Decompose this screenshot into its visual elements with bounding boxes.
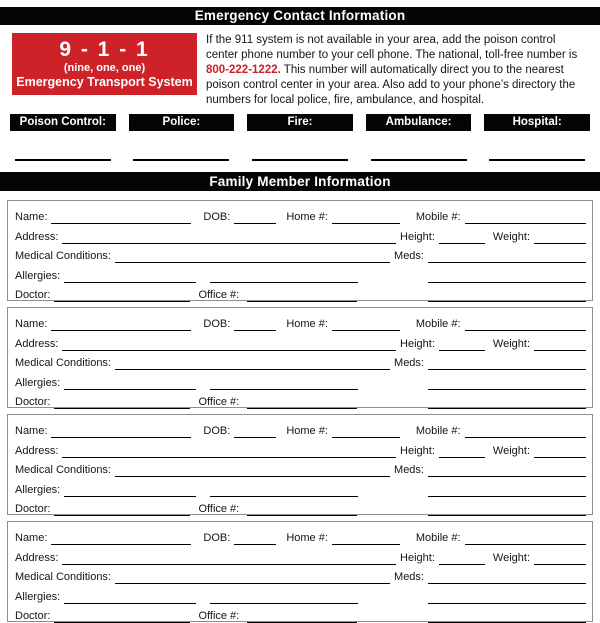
allergies-row	[15, 263, 586, 282]
medical-conditions-line	[115, 369, 390, 370]
doctor-line	[54, 301, 190, 302]
address-line	[62, 564, 396, 565]
weight-line	[534, 457, 586, 458]
medical-conditions-row	[15, 351, 586, 370]
doctor-line	[54, 515, 190, 516]
weight-label: Weight:	[492, 444, 530, 457]
instructions-paragraph	[206, 33, 590, 108]
address-label: Address:	[15, 444, 59, 457]
doctor-label: Doctor:	[15, 502, 51, 515]
family-member-box	[7, 307, 593, 408]
allergies-line	[64, 389, 196, 390]
mobile-phone-label: Mobile #:	[415, 425, 461, 438]
family-member-box	[7, 200, 593, 301]
name-row	[15, 312, 586, 331]
home-phone-label: Home #:	[286, 211, 328, 224]
contact-label-fire: Fire:	[247, 114, 353, 131]
contact-label-police: Police:	[129, 114, 235, 131]
allergies-line	[64, 603, 196, 604]
address-label: Address:	[15, 551, 59, 564]
office-phone-label: Office #:	[198, 395, 240, 408]
name-line	[51, 223, 191, 224]
mobile-phone-line	[465, 223, 586, 224]
doctor-label: Doctor:	[15, 609, 51, 622]
meds-line	[428, 262, 586, 263]
mobile-phone-label: Mobile #:	[415, 211, 461, 224]
meds-line-2	[428, 389, 586, 390]
height-line	[439, 564, 485, 565]
medical-conditions-row	[15, 458, 586, 477]
allergies-label: Allergies:	[15, 269, 61, 282]
name-label: Name:	[15, 318, 48, 331]
contact-line-cell	[484, 159, 590, 161]
meds-line-2	[428, 603, 586, 604]
home-phone-line	[332, 544, 400, 545]
allergies-line	[64, 496, 196, 497]
office-phone-line	[247, 515, 357, 516]
allergies-line	[64, 282, 196, 283]
address-label: Address:	[15, 337, 59, 350]
allergies-row	[15, 370, 586, 389]
police-line	[133, 159, 229, 161]
office-phone-line	[247, 408, 357, 409]
meds-label: Meds:	[394, 357, 424, 370]
office-phone-line	[247, 301, 357, 302]
height-line	[439, 457, 485, 458]
contact-line-cell	[129, 159, 235, 161]
doctor-label: Doctor:	[15, 288, 51, 301]
meds-line-3	[428, 515, 586, 516]
emergency-contact-labels	[10, 114, 590, 131]
medical-conditions-label: Medical Conditions:	[15, 357, 111, 370]
home-phone-label: Home #:	[286, 425, 328, 438]
family-member-box	[7, 414, 593, 515]
allergies-label: Allergies:	[15, 376, 61, 389]
emergency-contact-fill-lines	[10, 159, 590, 161]
doctor-row	[15, 283, 586, 302]
name-line	[51, 437, 191, 438]
allergies-line-2	[210, 389, 358, 390]
fire-line	[252, 159, 348, 161]
home-phone-line	[332, 437, 400, 438]
mobile-phone-line	[465, 330, 586, 331]
emergency-911-number: 9 - 1 - 1	[59, 38, 150, 61]
family-member-list	[7, 200, 593, 622]
home-phone-label: Home #:	[286, 532, 328, 545]
address-line	[62, 243, 396, 244]
height-label: Height:	[400, 230, 435, 243]
medical-conditions-label: Medical Conditions:	[15, 464, 111, 477]
weight-line	[534, 350, 586, 351]
address-row	[15, 438, 586, 457]
contact-label-poison-control: Poison Control:	[10, 114, 116, 131]
allergies-row	[15, 584, 586, 603]
instructions-before: If the 911 system is not available in your area, add the poison control center phone number to your cell phone. The national, toll-free number is	[206, 34, 578, 61]
height-label: Height:	[400, 337, 435, 350]
dob-line	[234, 223, 276, 224]
mobile-phone-line	[465, 544, 586, 545]
weight-line	[534, 564, 586, 565]
doctor-line	[54, 408, 190, 409]
meds-line-2	[428, 282, 586, 283]
poison-control-line	[15, 159, 111, 161]
name-label: Name:	[15, 211, 48, 224]
doctor-label: Doctor:	[15, 395, 51, 408]
instructions-after: This number will automatically direct you to the nearest poison control center in your area. Also add to your phone’s directory the numbers for local police, fire, ambulance, and hospital.	[206, 64, 576, 106]
family-member-box	[7, 521, 593, 622]
office-phone-label: Office #:	[198, 288, 240, 301]
doctor-row	[15, 497, 586, 516]
emergency-911-pronunciation: (nine, one, one)	[63, 62, 146, 74]
dob-label: DOB:	[203, 532, 231, 545]
height-label: Height:	[400, 551, 435, 564]
address-line	[62, 457, 396, 458]
meds-line-2	[428, 496, 586, 497]
meds-line-3	[428, 408, 586, 409]
name-line	[51, 544, 191, 545]
dob-line	[234, 330, 276, 331]
address-line	[62, 350, 396, 351]
allergies-line-2	[210, 496, 358, 497]
address-row	[15, 545, 586, 564]
height-line	[439, 350, 485, 351]
medical-conditions-row	[15, 244, 586, 263]
allergies-line-2	[210, 282, 358, 283]
doctor-row	[15, 390, 586, 409]
medical-conditions-line	[115, 262, 390, 263]
contact-line-cell	[10, 159, 116, 161]
meds-line	[428, 369, 586, 370]
family-section-title: Family Member Information	[0, 172, 600, 191]
allergies-row	[15, 477, 586, 496]
page-title: Emergency Contact Information	[0, 7, 600, 25]
name-line	[51, 330, 191, 331]
mobile-phone-label: Mobile #:	[415, 318, 461, 331]
meds-line-3	[428, 301, 586, 302]
meds-label: Meds:	[394, 464, 424, 477]
home-phone-line	[332, 223, 400, 224]
height-label: Height:	[400, 444, 435, 457]
weight-label: Weight:	[492, 337, 530, 350]
mobile-phone-line	[465, 437, 586, 438]
poison-control-phone-number: 800-222-1222.	[206, 64, 281, 76]
office-phone-label: Office #:	[198, 609, 240, 622]
doctor-row	[15, 604, 586, 623]
dob-line	[234, 544, 276, 545]
allergies-label: Allergies:	[15, 590, 61, 603]
medical-conditions-line	[115, 583, 390, 584]
address-row	[15, 331, 586, 350]
medical-conditions-label: Medical Conditions:	[15, 571, 111, 584]
allergies-line-2	[210, 603, 358, 604]
home-phone-line	[332, 330, 400, 331]
home-phone-label: Home #:	[286, 318, 328, 331]
ambulance-line	[371, 159, 467, 161]
dob-label: DOB:	[203, 211, 231, 224]
weight-line	[534, 243, 586, 244]
medical-conditions-line	[115, 476, 390, 477]
contact-label-hospital: Hospital:	[484, 114, 590, 131]
dob-label: DOB:	[203, 425, 231, 438]
medical-conditions-label: Medical Conditions:	[15, 250, 111, 263]
contact-line-cell	[366, 159, 472, 161]
mobile-phone-label: Mobile #:	[415, 532, 461, 545]
name-row	[15, 205, 586, 224]
dob-label: DOB:	[203, 318, 231, 331]
name-label: Name:	[15, 532, 48, 545]
meds-line	[428, 476, 586, 477]
name-label: Name:	[15, 425, 48, 438]
medical-conditions-row	[15, 565, 586, 584]
contact-label-ambulance: Ambulance:	[366, 114, 472, 131]
address-row	[15, 224, 586, 243]
contact-line-cell	[247, 159, 353, 161]
weight-label: Weight:	[492, 230, 530, 243]
address-label: Address:	[15, 230, 59, 243]
weight-label: Weight:	[492, 551, 530, 564]
name-row	[15, 419, 586, 438]
intro-section	[12, 33, 590, 108]
hospital-line	[489, 159, 585, 161]
emergency-911-label: Emergency Transport System	[16, 75, 193, 89]
dob-line	[234, 437, 276, 438]
meds-label: Meds:	[394, 571, 424, 584]
allergies-label: Allergies:	[15, 483, 61, 496]
meds-line	[428, 583, 586, 584]
name-row	[15, 526, 586, 545]
office-phone-label: Office #:	[198, 502, 240, 515]
height-line	[439, 243, 485, 244]
meds-label: Meds:	[394, 250, 424, 263]
emergency-911-badge	[12, 33, 197, 95]
